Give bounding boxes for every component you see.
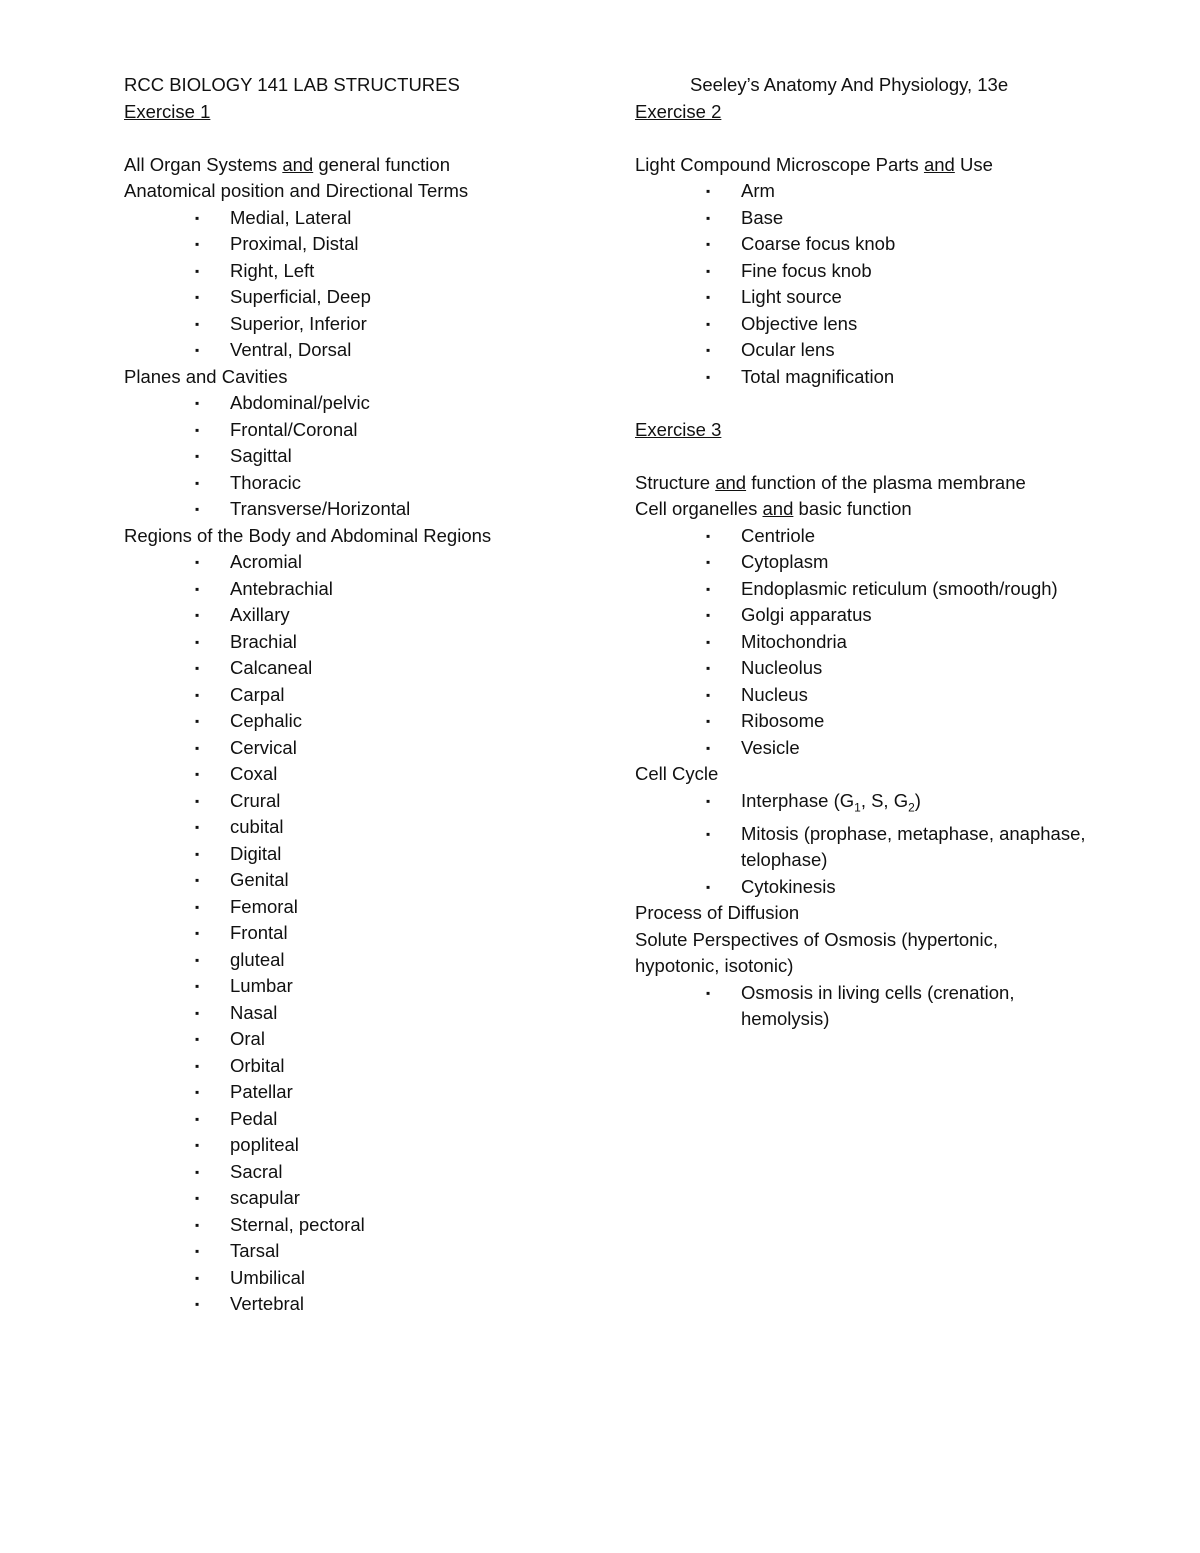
regions-heading: Regions of the Body and Abdominal Regions [124,524,492,546]
list-item [706,980,1125,1033]
list-item-label: Frontal [230,922,288,943]
bullet-icon: ▪ [195,343,200,357]
list-item [195,920,594,947]
list-item [195,655,594,682]
list-item [195,258,594,285]
bullet-icon: ▪ [706,740,711,755]
list-item-label: Acromial [230,551,302,572]
bullet-icon: ▪ [195,1297,200,1311]
bullet-icon: ▪ [706,263,711,278]
list-item [706,205,1125,232]
bullet-icon: ▪ [195,396,200,410]
bullet-icon: ▪ [706,879,711,894]
bullet-icon: ▪ [706,528,711,543]
list-item-label: Endoplasmic reticulum (smooth/rough) [741,577,1058,599]
list-item-label: Proximal, Distal [230,233,359,254]
organ-systems-heading: All Organ Systems and general function [124,153,450,175]
bullet-icon: ▪ [195,634,200,649]
list-item [195,814,594,841]
bullet-icon: ▪ [195,555,200,569]
list-item-label: Fine focus knob [741,259,872,281]
list-item [195,576,594,603]
list-item-label: Sacral [230,1160,283,1182]
list-item [195,1291,594,1318]
list-item-label: Digital [230,842,282,864]
list-item [195,284,594,311]
microscope-parts-list [635,178,1125,390]
list-item [706,231,1125,258]
bullet-icon: ▪ [195,581,200,596]
bullet-icon: ▪ [706,290,711,304]
bullet-icon: ▪ [195,952,200,967]
list-item [195,470,594,497]
bullet-icon: ▪ [195,1244,200,1258]
list-item [706,364,1125,391]
list-item-label: Sagittal [230,445,292,466]
list-item-label: Cervical [230,736,297,758]
list-item [195,602,594,629]
list-item [706,178,1125,205]
list-item [706,311,1125,338]
bullet-icon: ▪ [195,1191,200,1205]
list-item-label: Ocular lens [741,339,835,360]
list-item-label: Antebrachial [230,577,333,599]
bullet-icon: ▪ [706,581,711,596]
plasma-membrane-heading: Structure and function of the plasma membrane [635,471,1026,493]
list-item-label: Total magnification [741,365,895,387]
list-item [706,682,1125,709]
directional-terms-list [124,205,594,364]
bullet-icon: ▪ [706,793,711,808]
list-item-label: gluteal [230,948,285,970]
list-item [195,629,594,656]
list-item [195,867,594,894]
directional-terms-heading: Anatomical position and Directional Terms [124,180,469,201]
list-item [706,708,1125,735]
list-item-label: Crural [230,789,281,811]
bullet-icon: ▪ [195,316,200,331]
bullet-icon: ▪ [195,1032,200,1046]
bullet-icon: ▪ [195,767,200,781]
bullet-icon: ▪ [706,714,711,728]
planes-heading: Planes and Cavities [124,365,288,387]
list-item [195,1265,594,1292]
list-item-label: Oral [230,1028,265,1049]
list-item-label: Tarsal [230,1240,280,1261]
list-item [195,761,594,788]
bullet-icon: ▪ [706,687,711,702]
list-item-label: Pedal [230,1107,278,1129]
bullet-icon: ▪ [195,793,200,808]
list-item-label: Medial, Lateral [230,206,352,228]
list-item [195,682,594,709]
list-item [706,523,1125,550]
organelles-heading: Cell organelles and basic function [635,498,912,519]
list-item-label: Vertebral [230,1293,305,1314]
list-item-label: Superficial, Deep [230,286,371,307]
list-item [706,337,1125,364]
list-item [195,1053,594,1080]
cell-cycle-list [635,788,1125,901]
list-item [195,735,594,762]
header-right-title: Seeley’s Anatomy And Physiology, 13e [690,74,1009,95]
bullet-icon: ▪ [195,1085,200,1099]
bullet-icon: ▪ [195,899,200,914]
list-item [706,258,1125,285]
list-item-label: cubital [230,816,284,837]
list-item-label: Brachial [230,630,297,652]
bullet-icon: ▪ [706,608,711,622]
list-item-label: Sternal, pectoral [230,1213,365,1235]
list-item-label: Thoracic [230,471,301,493]
list-item-label: Base [741,206,784,228]
bullet-icon: ▪ [195,263,200,278]
exercise-1-heading: Exercise 1 [124,100,211,122]
bullet-icon: ▪ [706,555,711,569]
list-item [706,735,1125,762]
bullet-icon: ▪ [706,634,711,649]
list-item [195,947,594,974]
list-item-label: Carpal [230,683,285,705]
bullet-icon: ▪ [706,237,711,251]
bullet-icon: ▪ [706,826,711,841]
list-item-label: Nasal [230,1001,278,1023]
list-item [706,602,1125,629]
list-item [706,284,1125,311]
bullet-icon: ▪ [195,979,200,993]
bullet-icon: ▪ [195,290,200,304]
bullet-icon: ▪ [195,687,200,702]
bullet-icon: ▪ [195,1164,200,1179]
list-item [706,821,1125,874]
bullet-icon: ▪ [195,1217,200,1232]
exercise-3-heading: Exercise 3 [635,418,722,440]
regions-list [124,549,594,1318]
list-item [195,205,594,232]
list-item-label: Lumbar [230,975,293,996]
bullet-icon: ▪ [195,846,200,861]
list-item-label: scapular [230,1187,300,1208]
list-item-label: Axillary [230,604,290,625]
list-item-label: Femoral [230,895,298,917]
list-item [195,390,594,417]
bullet-icon: ▪ [195,1005,200,1020]
list-item [706,576,1125,603]
list-item-label: Superior, Inferior [230,312,367,334]
list-item-label: Ribosome [741,710,825,731]
list-item-label: Calcaneal [230,657,313,678]
list-item-label: Ventral, Dorsal [230,339,352,360]
list-item-label: Frontal/Coronal [230,418,358,440]
list-item [195,231,594,258]
list-item [706,655,1125,682]
osmosis-list [635,980,1125,1033]
list-item-label: Coxal [230,763,278,784]
bullet-icon: ▪ [195,926,200,940]
list-item [195,417,594,444]
list-item-label: Orbital [230,1054,285,1076]
bullet-icon: ▪ [706,210,711,225]
list-item-label: Genital [230,869,289,890]
list-item [195,1000,594,1027]
organelles-list [635,523,1125,762]
list-item [195,788,594,815]
list-item [195,496,594,523]
list-item [706,549,1125,576]
list-item [195,443,594,470]
bullet-icon: ▪ [195,608,200,622]
list-item [706,874,1125,901]
list-item [195,841,594,868]
bullet-icon: ▪ [706,316,711,331]
mitosis-item: Mitosis (prophase, metaphase, anaphase, telophase) [741,822,1086,871]
list-item [195,311,594,338]
list-item-label: popliteal [230,1134,299,1155]
list-item [195,1132,594,1159]
bullet-icon: ▪ [195,740,200,755]
cytokinesis-item: Cytokinesis [741,875,836,897]
bullet-icon: ▪ [195,475,200,490]
list-item [195,708,594,735]
header-left-title: RCC BIOLOGY 141 LAB STRUCTURES [124,74,460,95]
bullet-icon: ▪ [195,661,200,675]
microscope-heading: Light Compound Microscope Parts and Use [635,153,993,175]
list-item [195,1106,594,1133]
bullet-icon: ▪ [195,1138,200,1152]
list-item-label: Vesicle [741,736,800,758]
bullet-icon: ▪ [195,237,200,251]
list-item-label: Arm [741,180,775,201]
list-item [195,1026,594,1053]
list-item-label: Coarse focus knob [741,233,896,254]
list-item-label: Transverse/Horizontal [230,498,411,519]
list-item [195,1079,594,1106]
list-item-label: Abdominal/pelvic [230,392,370,413]
list-item-label: Light source [741,286,842,307]
list-item [706,788,1125,821]
list-item [195,973,594,1000]
list-item-label: Centriole [741,524,816,546]
osmosis-heading: Solute Perspectives of Osmosis (hypertonic, hypotonic, isotonic) [635,928,998,977]
osmosis-item: Osmosis in living cells (crenation, hemolysis) [741,981,1015,1030]
list-item-label: Cephalic [230,710,302,731]
list-item [195,337,594,364]
list-item-label: Golgi apparatus [741,604,872,625]
planes-list [124,390,594,523]
bullet-icon: ▪ [195,210,200,225]
bullet-icon: ▪ [195,422,200,437]
bullet-icon: ▪ [706,343,711,357]
list-item [195,1238,594,1265]
list-item-label: Objective lens [741,312,858,334]
bullet-icon: ▪ [706,184,711,198]
bullet-icon: ▪ [195,449,200,463]
list-item-label: Nucleus [741,683,808,705]
bullet-icon: ▪ [195,820,200,834]
list-item [706,629,1125,656]
bullet-icon: ▪ [706,369,711,384]
interphase-item: Interphase ($G_1$, S, $G_2$) [741,789,921,815]
list-item-label: Right, Left [230,259,315,281]
cell-cycle-heading: Cell Cycle [635,763,719,784]
diffusion-heading: Process of Diffusion [635,902,800,924]
list-item-label: Mitochondria [741,630,847,652]
bullet-icon: ▪ [706,661,711,675]
bullet-icon: ▪ [195,1270,200,1285]
bullet-icon: ▪ [195,1058,200,1073]
list-item [195,549,594,576]
left-column [124,72,594,1318]
bullet-icon: ▪ [195,873,200,887]
bullet-icon: ▪ [195,502,200,516]
bullet-icon: ▪ [706,985,711,1000]
list-item-label: Umbilical [230,1266,306,1288]
list-item [195,1159,594,1186]
list-item [195,894,594,921]
list-item-label: Nucleolus [741,657,823,678]
list-item [195,1185,594,1212]
right-column [635,72,1125,1033]
list-item-label: Cytoplasm [741,551,829,572]
list-item-label: Patellar [230,1081,293,1102]
bullet-icon: ▪ [195,1111,200,1126]
exercise-2-heading: Exercise 2 [635,100,722,122]
list-item [195,1212,594,1239]
bullet-icon: ▪ [195,714,200,728]
